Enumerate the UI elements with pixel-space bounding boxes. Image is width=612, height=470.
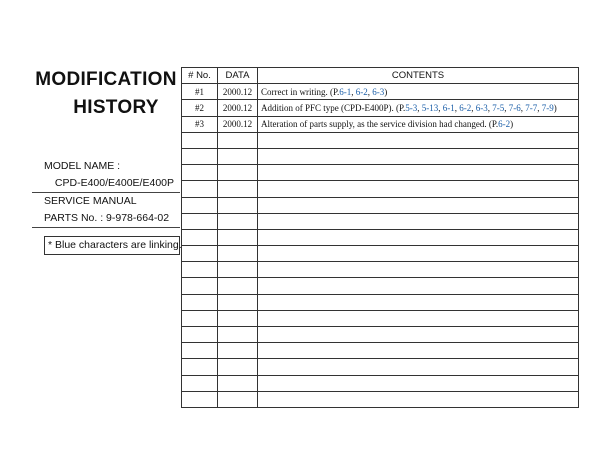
- empty-cell: [182, 375, 218, 391]
- parts-number: PARTS No. : 9-978-664-02: [32, 210, 180, 228]
- empty-cell: [218, 278, 258, 294]
- empty-row: [182, 229, 579, 245]
- page-link[interactable]: 6-2: [355, 86, 368, 97]
- modification-table: [181, 67, 579, 408]
- page-link[interactable]: 7-6: [508, 102, 521, 113]
- empty-row: [182, 375, 579, 391]
- model-name-value: CPD-E400/E400E/E400P: [32, 175, 180, 193]
- empty-row: [182, 132, 579, 148]
- row-contents: Correct in writing. (P.6-1, 6-2, 6-3): [258, 84, 579, 100]
- empty-cell: [182, 213, 218, 229]
- empty-row: [182, 148, 579, 164]
- empty-cell: [182, 359, 218, 375]
- empty-cell: [182, 181, 218, 197]
- empty-cell: [218, 375, 258, 391]
- empty-cell: [182, 310, 218, 326]
- empty-cell: [182, 343, 218, 359]
- empty-cell: [258, 181, 579, 197]
- row-contents: Addition of PFC type (CPD-E400P). (P.5-3, 5-13, 6-1, 6-2, 6-3, 7-5, 7-6, 7-7, 7-9): [258, 100, 579, 116]
- table-header-row: [182, 68, 579, 84]
- page-title: [32, 66, 180, 122]
- empty-cell: [218, 229, 258, 245]
- empty-cell: [218, 391, 258, 407]
- empty-cell: [218, 197, 258, 213]
- empty-cell: [258, 294, 579, 310]
- empty-cell: [258, 278, 579, 294]
- empty-cell: [182, 229, 218, 245]
- page-link[interactable]: 7-7: [525, 102, 538, 113]
- row-number: #3: [182, 116, 218, 132]
- header-contents: CONTENTS: [258, 68, 579, 84]
- empty-cell: [182, 165, 218, 181]
- row-number: #2: [182, 100, 218, 116]
- empty-row: [182, 327, 579, 343]
- empty-row: [182, 197, 579, 213]
- empty-cell: [218, 246, 258, 262]
- empty-cell: [182, 278, 218, 294]
- empty-cell: [258, 327, 579, 343]
- table-row: [182, 116, 579, 132]
- page-link[interactable]: 5-13: [421, 102, 439, 113]
- empty-cell: [182, 262, 218, 278]
- empty-row: [182, 294, 579, 310]
- page-link[interactable]: 6-2: [498, 119, 511, 130]
- empty-cell: [258, 165, 579, 181]
- empty-row: [182, 391, 579, 407]
- empty-cell: [218, 148, 258, 164]
- empty-row: [182, 181, 579, 197]
- empty-cell: [182, 294, 218, 310]
- empty-row: [182, 359, 579, 375]
- empty-cell: [218, 213, 258, 229]
- page-link[interactable]: 5-3: [405, 102, 418, 113]
- link-note: * Blue characters are linking.: [44, 236, 180, 255]
- empty-cell: [218, 310, 258, 326]
- page-link[interactable]: 6-3: [475, 102, 488, 113]
- empty-row: [182, 165, 579, 181]
- empty-cell: [258, 391, 579, 407]
- empty-cell: [218, 359, 258, 375]
- empty-cell: [182, 327, 218, 343]
- empty-cell: [218, 343, 258, 359]
- header-data: DATA: [218, 68, 258, 84]
- header-no: # No.: [182, 68, 218, 84]
- page-link[interactable]: 6-2: [459, 102, 472, 113]
- table-row: [182, 100, 579, 116]
- page-link[interactable]: 7-9: [541, 102, 554, 113]
- empty-cell: [182, 148, 218, 164]
- title-line-1: MODIFICATION: [35, 69, 177, 90]
- empty-row: [182, 310, 579, 326]
- empty-row: [182, 278, 579, 294]
- empty-cell: [258, 148, 579, 164]
- left-panel: [32, 66, 180, 255]
- model-name-label: MODEL NAME :: [44, 160, 121, 172]
- page-link[interactable]: 6-1: [339, 86, 352, 97]
- empty-cell: [258, 343, 579, 359]
- row-date: 2000.12: [218, 116, 258, 132]
- empty-cell: [258, 375, 579, 391]
- empty-row: [182, 262, 579, 278]
- empty-cell: [218, 262, 258, 278]
- empty-cell: [218, 294, 258, 310]
- empty-cell: [258, 262, 579, 278]
- empty-cell: [258, 197, 579, 213]
- empty-row: [182, 213, 579, 229]
- empty-cell: [218, 132, 258, 148]
- empty-cell: [182, 391, 218, 407]
- empty-cell: [182, 197, 218, 213]
- empty-row: [182, 246, 579, 262]
- row-number: #1: [182, 84, 218, 100]
- empty-cell: [258, 132, 579, 148]
- service-manual-label: SERVICE MANUAL: [44, 195, 137, 207]
- empty-cell: [182, 246, 218, 262]
- page-link[interactable]: 6-3: [372, 86, 385, 97]
- page-link[interactable]: 7-5: [492, 102, 505, 113]
- empty-cell: [218, 181, 258, 197]
- title-line-2: HISTORY: [73, 97, 159, 118]
- row-date: 2000.12: [218, 100, 258, 116]
- model-info: [32, 158, 180, 228]
- row-contents: Alteration of parts supply, as the service division had changed. (P.6-2): [258, 116, 579, 132]
- empty-cell: [218, 327, 258, 343]
- page-link[interactable]: 6-1: [442, 102, 455, 113]
- empty-row: [182, 343, 579, 359]
- empty-cell: [258, 310, 579, 326]
- empty-cell: [258, 213, 579, 229]
- empty-cell: [258, 359, 579, 375]
- table-row: [182, 84, 579, 100]
- empty-cell: [218, 165, 258, 181]
- empty-cell: [182, 132, 218, 148]
- empty-cell: [258, 229, 579, 245]
- empty-cell: [258, 246, 579, 262]
- row-date: 2000.12: [218, 84, 258, 100]
